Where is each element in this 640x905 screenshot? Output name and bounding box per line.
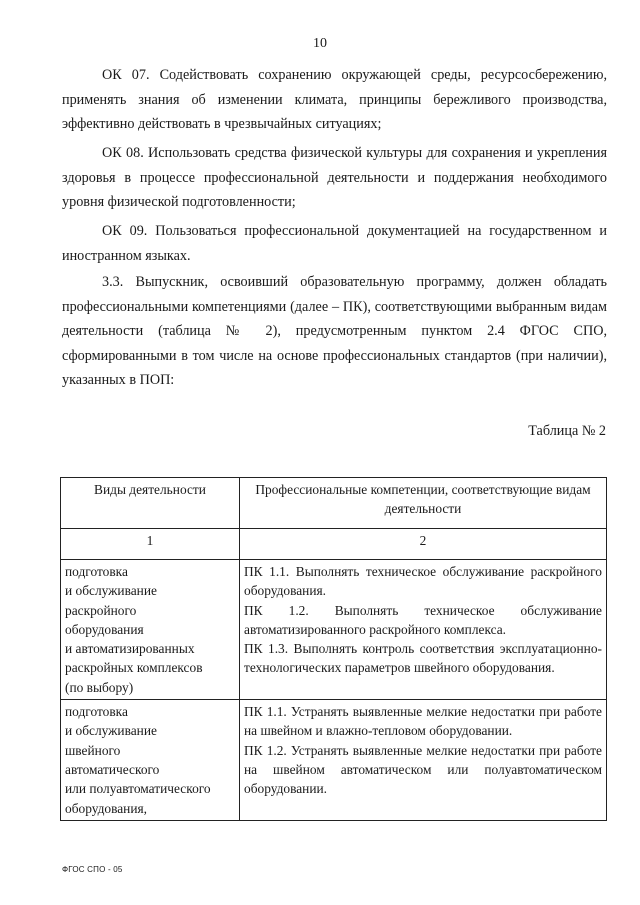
activity-line: раскройных комплексов xyxy=(65,660,203,676)
page-number: 10 xyxy=(313,36,327,51)
activity-line: оборудования, xyxy=(65,800,148,816)
column-number-2: 2 xyxy=(240,529,607,560)
activity-line: и автоматизированных xyxy=(65,641,195,657)
activity-line: оборудования xyxy=(65,621,144,637)
competence-item: ПК 1.2. Выполнять техническое обслуживание автоматизированного раскройного комплекса. xyxy=(244,602,602,637)
paragraph-ok07: ОК 07. Содействовать сохранению окружающей среды, ресурсосбережению, применять знания об изменении климата, принципы бережливого производства, эффективно действовать в чрезвычайных ситуациях; xyxy=(62,67,607,132)
header-competences: Профессиональные компетенции, соответствующие видам деятельности xyxy=(240,478,607,529)
activity-cell xyxy=(61,700,240,821)
paragraph-ok09: ОК 09. Пользоваться профессиональной документацией на государственном и иностранном языках. xyxy=(62,223,607,264)
competences-cell xyxy=(240,560,607,700)
paragraph-ok08: ОК 08. Использовать средства физической культуры для сохранения и укрепления здоровья в процессе профессиональной деятельности и поддержания необходимого уровня физической подготовленности; xyxy=(62,145,607,210)
activity-cell xyxy=(61,560,240,700)
competences-cell xyxy=(240,700,607,821)
column-number-1: 1 xyxy=(61,529,240,560)
activity-line: и обслуживание xyxy=(65,583,157,599)
table-caption: Таблица № 2 xyxy=(528,423,606,439)
activity-line: и обслуживание xyxy=(65,723,157,739)
header-activities: Виды деятельности xyxy=(61,478,240,529)
competence-item: ПК 1.2. Устранять выявленные мелкие недостатки при работе на швейном автоматическом или полуавтоматическом оборудовании. xyxy=(244,742,602,797)
activity-line: швейного xyxy=(65,742,121,758)
table-row xyxy=(61,700,607,821)
competences-table xyxy=(60,477,607,821)
competence-item: ПК 1.1. Выполнять техническое обслуживание раскройного оборудования. xyxy=(244,564,602,599)
activity-line: подготовка xyxy=(65,564,128,579)
activity-line: автоматического xyxy=(65,761,160,777)
footer-standard-code: ФГОС СПО - 05 xyxy=(62,865,123,874)
paragraph-3-3: 3.3. Выпускник, освоивший образовательную программу, должен обладать профессиональными компетенциями (далее – ПК), соответствующими выбранным видам деятельности (таблица № 2), предусмотренным пунктом 2.4 ФГОС СПО, сформированными в том числе на основе профессиональных стандартов (при наличии), указанных в ПОП: xyxy=(62,274,607,388)
competence-item: ПК 1.3. Выполнять контроль соответствия эксплуатационно-технологических параметров швейного оборудования. xyxy=(244,641,602,676)
activity-line: подготовка xyxy=(65,704,128,720)
table-header-row xyxy=(61,478,607,529)
table-number-row xyxy=(61,529,607,560)
activity-line: или полуавтоматического xyxy=(65,781,211,797)
activity-line: раскройного xyxy=(65,602,137,618)
activity-line: (по выбору) xyxy=(65,679,134,695)
table-row xyxy=(61,560,607,700)
competence-item: ПК 1.1. Устранять выявленные мелкие недостатки при работе на швейном и влажно-тепловом оборудовании. xyxy=(244,704,602,739)
